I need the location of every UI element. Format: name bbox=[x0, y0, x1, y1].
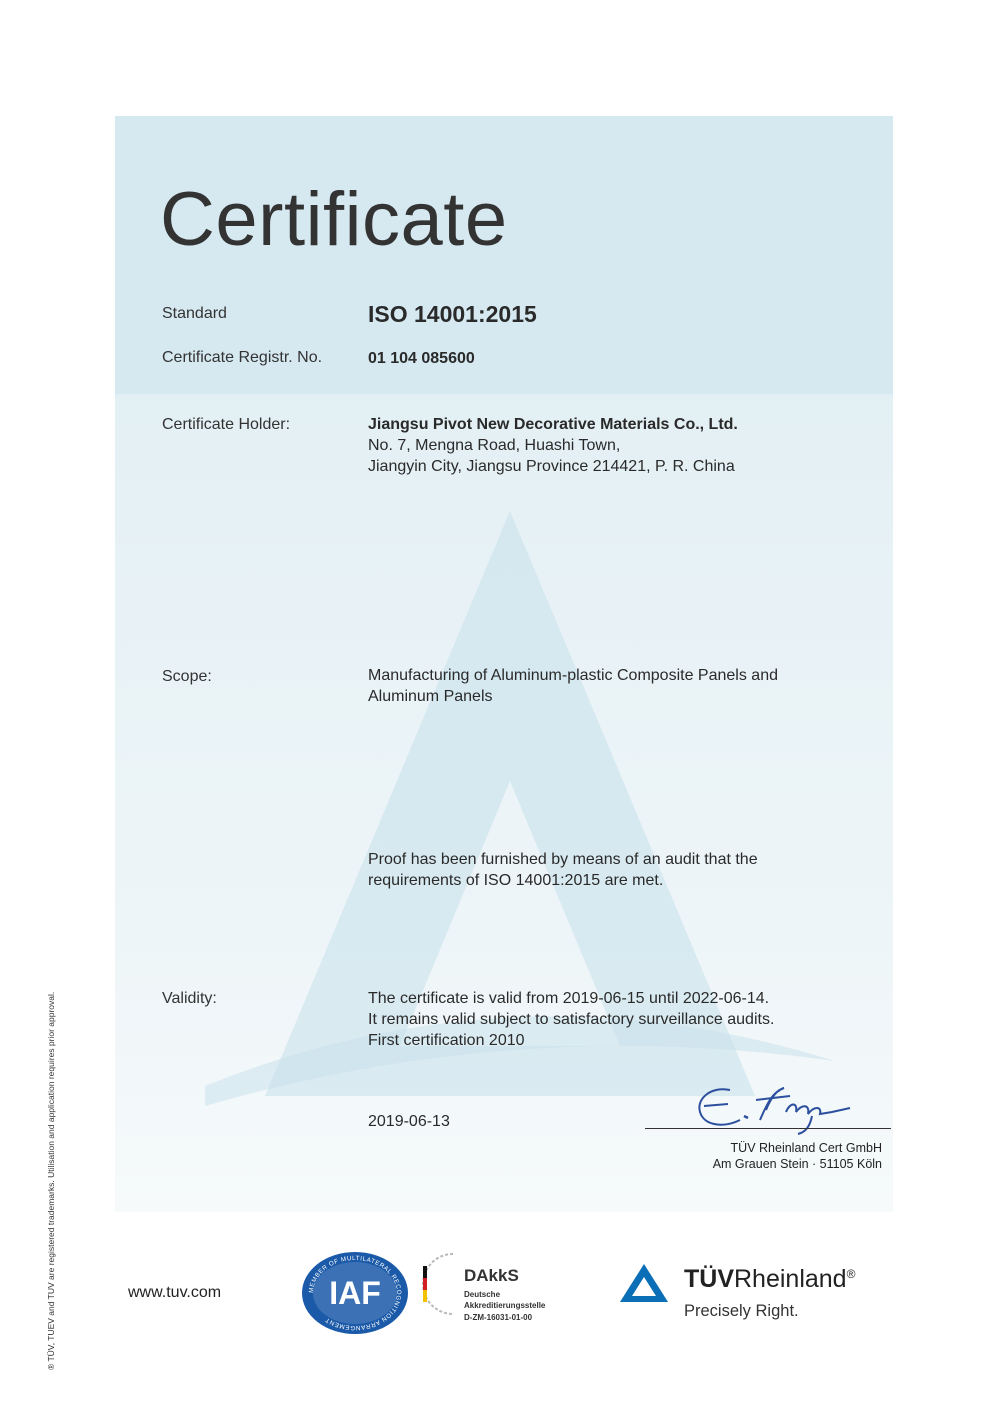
proof-line-1: Proof has been furnished by means of an audit that the bbox=[368, 851, 758, 868]
issuer-address: Am Grauen Stein · 51105 Köln bbox=[712, 1157, 882, 1171]
holder-block bbox=[368, 414, 738, 477]
dakks-line-1: Deutsche bbox=[464, 1290, 501, 1299]
standard-label: Standard bbox=[162, 305, 227, 322]
holder-address-line-1: No. 7, Mengna Road, Huashi Town, bbox=[368, 437, 621, 454]
validity-line-2: It remains valid subject to satisfactory surveillance audits. bbox=[368, 1011, 775, 1028]
registration-number: 01 104 085600 bbox=[368, 350, 475, 367]
dakks-id: D-ZM-16031-01-00 bbox=[464, 1313, 533, 1322]
tuv-brand-rest: Rheinland bbox=[734, 1265, 847, 1293]
standard-value: ISO 14001:2015 bbox=[368, 301, 537, 327]
validity-line-1: The certificate is valid from 2019-06-15 until 2022-06-14. bbox=[368, 990, 770, 1007]
scope-text bbox=[368, 665, 778, 707]
dakks-line-2: Akkreditierungsstelle bbox=[464, 1301, 546, 1310]
certificate-title: Certificate bbox=[160, 177, 508, 262]
registered-mark: ® bbox=[846, 1267, 856, 1281]
proof-statement bbox=[368, 849, 758, 891]
proof-line-2: requirements of ISO 14001:2015 are met. bbox=[368, 872, 664, 889]
iaf-text: IAF bbox=[329, 1275, 381, 1311]
scope-line-1: Manufacturing of Aluminum-plastic Composite Panels and bbox=[368, 667, 778, 684]
tuv-brand-name bbox=[684, 1265, 855, 1294]
scope-line-2: Aluminum Panels bbox=[368, 688, 493, 705]
holder-name: Jiangsu Pivot New Decorative Materials Co., Ltd. bbox=[368, 416, 738, 433]
holder-label: Certificate Holder: bbox=[162, 416, 291, 433]
trademark-note: ® TÜV, TUEV and TUV are registered trademarks. Utilisation and application requires prior approval. bbox=[46, 991, 56, 1370]
validity-label: Validity: bbox=[162, 990, 217, 1007]
iaf-logo bbox=[300, 1250, 410, 1336]
tuv-brand-bold: TÜV bbox=[684, 1265, 734, 1293]
signature-line bbox=[645, 1128, 891, 1129]
validity-line-3: First certification 2010 bbox=[368, 1032, 525, 1049]
scope-label: Scope: bbox=[162, 668, 212, 685]
dakks-name: DAkkS bbox=[464, 1266, 519, 1285]
dakks-logo bbox=[413, 1248, 468, 1320]
tuv-triangle-logo bbox=[618, 1262, 670, 1304]
tuv-slogan: Precisely Right. bbox=[684, 1302, 799, 1320]
registration-label: Certificate Registr. No. bbox=[162, 349, 323, 366]
iaf-ring-text: MEMBER OF MULTILATERAL RECOGNITION ARRANGEMENT bbox=[307, 1254, 403, 1332]
holder-address-line-2: Jiangyin City, Jiangsu Province 214421, P. R. China bbox=[368, 458, 735, 475]
validity-text bbox=[368, 988, 774, 1051]
issue-date: 2019-06-13 bbox=[368, 1113, 450, 1130]
website-link[interactable]: www.tuv.com bbox=[128, 1284, 222, 1301]
issuer-name: TÜV Rheinland Cert GmbH bbox=[730, 1141, 882, 1155]
